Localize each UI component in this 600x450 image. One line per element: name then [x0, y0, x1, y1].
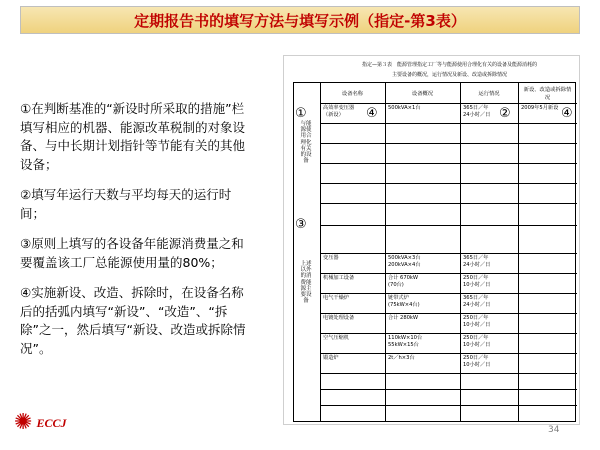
form-table-frame [293, 82, 576, 422]
operation-cell [463, 295, 490, 309]
equipment-name-cell [323, 105, 354, 119]
cell-line: 500kVA×3台 [388, 255, 421, 261]
operation-cell [463, 335, 490, 349]
instruction-4: ④实施新设、改造、拆除时，在设备名称后的括弧内填写“新设”、“改造”、“拆除”之一，然后填写“新设、改造或拆除情况”。 [20, 285, 246, 356]
table-row [320, 203, 577, 226]
marker-4-change: ④ [561, 106, 573, 121]
cell-line: 10小时／日 [463, 322, 491, 328]
cell-line: 250日／年 [463, 315, 489, 321]
table-row [320, 183, 577, 204]
instruction-2: ②填写年运行天数与平均每天的运行时间； [20, 187, 232, 221]
page-number: 34 [548, 425, 560, 435]
cell-line: (70台) [388, 282, 404, 288]
marker-2: ② [499, 106, 511, 121]
form-document [283, 55, 580, 425]
operation-cell [463, 275, 490, 289]
cell-line: 500kVA×1台 [388, 105, 421, 111]
form-caption-line-2: 主要设备的概况，运行情况及新设、改造或拆除情况 [391, 72, 507, 78]
table-row [320, 333, 577, 354]
table-row [320, 313, 577, 334]
cell-line: 200kVA×4台 [388, 262, 421, 268]
table-row [320, 389, 577, 406]
cell-line: 250日／年 [463, 275, 489, 281]
table-row [320, 143, 577, 164]
cell-line: 合计 670kW [388, 275, 419, 281]
table-row [320, 163, 577, 184]
cell-line: 55kW×15台 [388, 342, 419, 348]
cell-line: 110kW×10台 [388, 335, 423, 341]
section-divider-row [320, 225, 577, 254]
instruction-1: ①在判断基准的“新设时所采取的措施”栏填写相应的机器、能源改革税制的对象设备、与中长期计划指针等节能有关的其他设备； [20, 101, 246, 172]
brand-name: ECCJ [36, 415, 67, 430]
table-row [320, 253, 577, 274]
operation-cell [463, 315, 490, 329]
table-row [320, 273, 577, 294]
equipment-spec-cell: 2t／h×3台 [388, 355, 415, 361]
instruction-3: ③原则上填写的各设备年能源消费量之和要覆盖该工厂总能源使用量的80%； [20, 236, 244, 270]
header-equipment-name: 设备名称 [341, 91, 364, 97]
cell-line: 10小时／日 [463, 342, 491, 348]
marker-3: ③ [295, 217, 307, 232]
cell-line: 365日／年 [463, 105, 489, 111]
table-row [320, 373, 577, 390]
cell-line: 250日／年 [463, 335, 489, 341]
cell-line: 10小时／日 [463, 362, 491, 368]
equipment-spec-cell [388, 335, 422, 349]
eccj-logo [14, 412, 66, 434]
cell-line: 高效率变压器 [323, 105, 355, 111]
marker-1: ① [295, 106, 307, 121]
equipment-name-cell: 电气干燥炉 [323, 295, 349, 301]
equipment-name-cell: 锻造炉 [323, 355, 339, 361]
section-label-other-equipment: 上述以外的消费能源主要设备 [300, 261, 312, 305]
change-status-cell: 2009年5月新设 [521, 105, 559, 111]
sun-logo-icon: ✺ [14, 410, 33, 435]
equipment-name-cell: 空气压缩机 [323, 335, 349, 341]
cell-line: 24小时／日 [463, 112, 491, 118]
table-row [320, 123, 577, 144]
section-label-energy-equipment: 与能源使用合理化有关的设备 [300, 121, 312, 165]
equipment-name-cell: 变压器 [323, 255, 339, 261]
instruction-text [20, 100, 252, 370]
equipment-spec-cell: 合计 280kW [388, 315, 419, 321]
equipment-spec-cell [388, 105, 421, 112]
form-table [320, 83, 577, 421]
slide-title: 定期报告书的填写方法与填写示例（指定-第3表） [134, 11, 466, 30]
operation-cell [463, 105, 490, 119]
form-caption-line-1: 指定—第３表 能源管理指定工厂等与能源使用合理化有关的设备及能源消耗的 [361, 62, 537, 68]
table-row [320, 353, 577, 374]
header-change-status: 新设、改造或拆除情况 [523, 87, 572, 101]
operation-cell [463, 355, 490, 369]
equipment-name-cell: 机械加工设备 [323, 275, 355, 281]
slide-title-bar [20, 6, 580, 34]
cell-line: (75kW×4台) [388, 302, 420, 308]
equipment-name-cell: 电镀处理设备 [323, 315, 355, 321]
table-row [320, 293, 577, 314]
cell-line: 250日／年 [463, 355, 489, 361]
cell-line: 链带式炉 [388, 295, 409, 301]
cell-line: 10小时／日 [463, 282, 491, 288]
cell-line: 24小时／日 [463, 262, 491, 268]
equipment-spec-cell [388, 295, 420, 309]
cell-line: 365日／年 [463, 255, 489, 261]
equipment-spec-cell [388, 255, 421, 269]
cell-line: 365日／年 [463, 295, 489, 301]
header-equipment-overview: 设备概况 [411, 91, 434, 97]
cell-line: （新设） [323, 112, 344, 118]
marker-4-name: ④ [366, 106, 378, 121]
cell-line: 24小时／日 [463, 302, 491, 308]
operation-cell [463, 255, 490, 269]
equipment-spec-cell [388, 275, 418, 289]
header-operation: 运行情况 [478, 91, 500, 97]
